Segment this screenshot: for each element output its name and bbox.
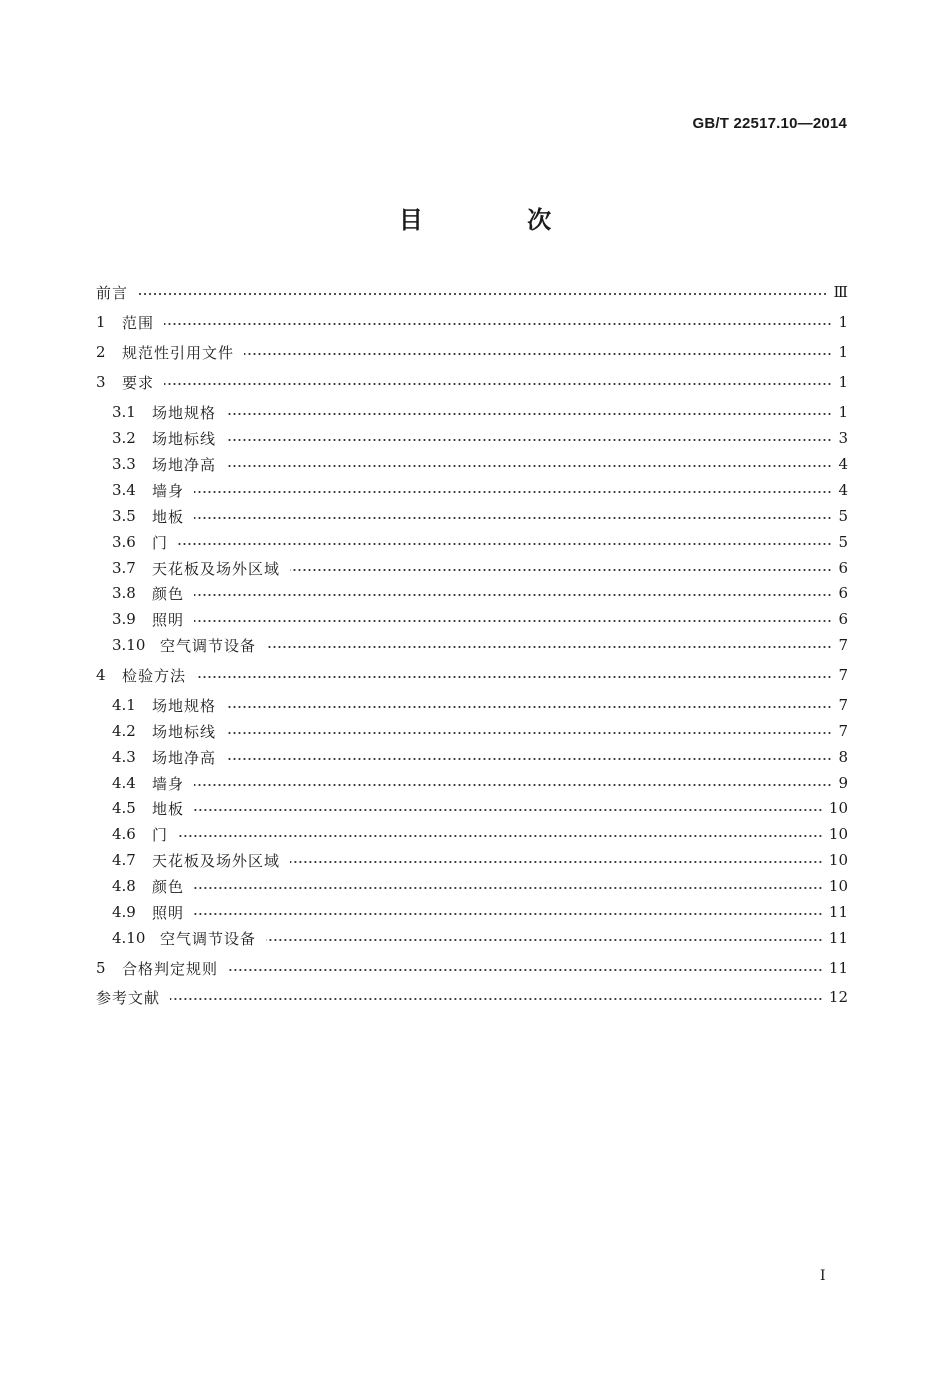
leader-dots [194, 517, 832, 519]
toc-entry-number: 3.8 [112, 584, 136, 602]
toc-entry-page: 4 [838, 455, 848, 473]
leader-dots [290, 861, 823, 863]
toc-entry-number: 1 [96, 313, 106, 331]
toc-entry-page: 7 [838, 722, 848, 740]
toc-entry-label: 天花板及场外区域 [152, 851, 281, 870]
leader-dots [164, 323, 832, 325]
toc-entry-4-3[interactable] [112, 745, 848, 769]
toc-entry-number: 2 [96, 343, 106, 361]
page-title: 目 次 [398, 205, 600, 234]
toc-entry-label: 前言 [96, 283, 129, 302]
toc-entry-page: 1 [838, 403, 848, 421]
toc-entry-page: 5 [838, 533, 848, 551]
leader-dots [266, 646, 832, 648]
toc-entry-label: 照明 [152, 610, 185, 629]
toc-entry-label: 空气调节设备 [160, 636, 257, 655]
toc-entry-page: 1 [838, 373, 848, 391]
toc-entry-label: 空气调节设备 [160, 929, 257, 948]
toc-entry-number: 4.5 [112, 799, 136, 817]
toc-entry-number: 3.10 [112, 636, 146, 654]
toc-entry-page: 6 [838, 584, 848, 602]
toc-entry-3[interactable] [96, 370, 848, 394]
toc-entry-page: 10 [828, 877, 848, 895]
toc-entry-label: 场地净高 [152, 748, 217, 767]
toc-entry-number: 3.7 [112, 559, 136, 577]
leader-dots [194, 887, 823, 889]
toc-entry-number: 4.4 [112, 774, 136, 792]
leader-dots [194, 784, 832, 786]
leader-dots [228, 969, 823, 971]
toc-entry-number: 3.4 [112, 481, 136, 499]
toc-entry-4-2[interactable] [112, 719, 848, 743]
toc-entry-label: 墙身 [152, 774, 185, 793]
toc-entry-number: 4.7 [112, 851, 136, 869]
toc-entry-4-6[interactable] [112, 822, 848, 846]
toc-entry-label: 范围 [122, 313, 155, 332]
toc-entry-page: 7 [838, 636, 848, 654]
toc-entry-page: 10 [828, 825, 848, 843]
toc-entry-number: 4.3 [112, 748, 136, 766]
toc-entry-number: 4.10 [112, 929, 146, 947]
toc-entry-3-9[interactable] [112, 607, 848, 631]
toc-entry-page: 6 [838, 559, 848, 577]
toc-entry-page: 1 [838, 313, 848, 331]
toc-entry-2[interactable] [96, 340, 848, 364]
leader-dots [226, 413, 832, 415]
toc-entry-page: 8 [838, 748, 848, 766]
toc-entry-label: 门 [152, 825, 169, 844]
toc-entry-number: 4.1 [112, 696, 136, 714]
leader-dots [178, 835, 823, 837]
leader-dots [178, 543, 832, 545]
toc-entry-label: 场地净高 [152, 455, 217, 474]
toc-entry-page: 10 [828, 851, 848, 869]
toc-entry-3-10[interactable] [112, 633, 848, 657]
toc-entry-label: 检验方法 [122, 666, 187, 685]
toc-entry-page: 11 [828, 903, 848, 921]
toc-entry-page: 12 [828, 988, 848, 1006]
toc-entry-4-10[interactable] [112, 926, 848, 950]
toc-entry-number: 3.2 [112, 429, 136, 447]
leader-dots [226, 439, 832, 441]
toc-entry-3-8[interactable] [112, 581, 848, 605]
leader-dots [194, 594, 832, 596]
toc-entry-label: 场地规格 [152, 696, 217, 715]
toc-entry-number: 3.5 [112, 507, 136, 525]
toc-entry-bibliography[interactable] [96, 985, 848, 1009]
toc-entry-3-1[interactable] [112, 400, 848, 424]
leader-dots [164, 383, 832, 385]
toc-entry-label: 参考文献 [96, 988, 161, 1007]
toc-entry-page: 9 [838, 774, 848, 792]
toc-entry-number: 4.9 [112, 903, 136, 921]
standard-code: GB/T 22517.10—2014 [692, 115, 847, 132]
toc-entry-4-7[interactable] [112, 848, 848, 872]
toc-entry-page: 7 [838, 666, 848, 684]
leader-dots [226, 758, 832, 760]
toc-entry-3-4[interactable] [112, 478, 848, 502]
toc-entry-3-6[interactable] [112, 530, 848, 554]
toc-entry-1[interactable] [96, 310, 848, 334]
toc-entry-label: 天花板及场外区域 [152, 559, 281, 578]
toc-entry-4-8[interactable] [112, 874, 848, 898]
toc-entry-label: 场地规格 [152, 403, 217, 422]
page-number: I [820, 1268, 826, 1284]
toc-entry-number: 4.2 [112, 722, 136, 740]
toc-entry-page: 5 [838, 507, 848, 525]
leader-dots [194, 809, 823, 811]
toc-entry-5[interactable] [96, 956, 848, 980]
toc-entry-4-5[interactable] [112, 796, 848, 820]
leader-dots [226, 706, 832, 708]
leader-dots [290, 569, 832, 571]
toc-entry-page: Ⅲ [833, 283, 848, 301]
toc-entry-4-4[interactable] [112, 771, 848, 795]
leader-dots [226, 732, 832, 734]
leader-dots [138, 293, 828, 295]
leader-dots [196, 676, 832, 678]
toc-entry-number: 3.6 [112, 533, 136, 551]
toc-entry-preface[interactable] [96, 280, 848, 304]
toc-entry-3-7[interactable] [112, 556, 848, 580]
toc-entry-page: 4 [838, 481, 848, 499]
toc-entry-page: 6 [838, 610, 848, 628]
leader-dots [170, 998, 823, 1000]
toc-entry-number: 3 [96, 373, 106, 391]
toc-entry-4-9[interactable] [112, 900, 848, 924]
toc-entry-label: 规范性引用文件 [122, 343, 235, 362]
toc-entry-number: 3.9 [112, 610, 136, 628]
toc-entry-number: 4.8 [112, 877, 136, 895]
toc-entry-page: 7 [838, 696, 848, 714]
toc-entry-label: 合格判定规则 [122, 959, 219, 978]
leader-dots [194, 620, 832, 622]
toc-entry-label: 颜色 [152, 877, 185, 896]
toc-entry-page: 11 [828, 959, 848, 977]
leader-dots [194, 491, 832, 493]
toc-entry-label: 门 [152, 533, 169, 552]
toc-entry-4[interactable] [96, 663, 848, 687]
toc-entry-3-2[interactable] [112, 426, 848, 450]
toc-entry-page: 10 [828, 799, 848, 817]
leader-dots [226, 465, 832, 467]
toc-entry-number: 3.3 [112, 455, 136, 473]
toc-entry-label: 场地标线 [152, 722, 217, 741]
toc-entry-label: 墙身 [152, 481, 185, 500]
toc-entry-label: 颜色 [152, 584, 185, 603]
toc-entry-page: 1 [838, 343, 848, 361]
toc-entry-4-1[interactable] [112, 693, 848, 717]
toc-entry-label: 场地标线 [152, 429, 217, 448]
toc-entry-label: 地板 [152, 507, 185, 526]
toc-entry-label: 照明 [152, 903, 185, 922]
leader-dots [244, 353, 832, 355]
toc-entry-page: 11 [828, 929, 848, 947]
toc-entry-3-5[interactable] [112, 504, 848, 528]
toc-entry-3-3[interactable] [112, 452, 848, 476]
toc-entry-label: 地板 [152, 799, 185, 818]
toc-entry-number: 5 [96, 959, 106, 977]
toc-entry-number: 4 [96, 666, 106, 684]
leader-dots [194, 913, 823, 915]
toc-entry-number: 3.1 [112, 403, 136, 421]
toc-entry-page: 3 [838, 429, 848, 447]
leader-dots [266, 939, 823, 941]
toc-entry-number: 4.6 [112, 825, 136, 843]
toc-entry-label: 要求 [122, 373, 155, 392]
